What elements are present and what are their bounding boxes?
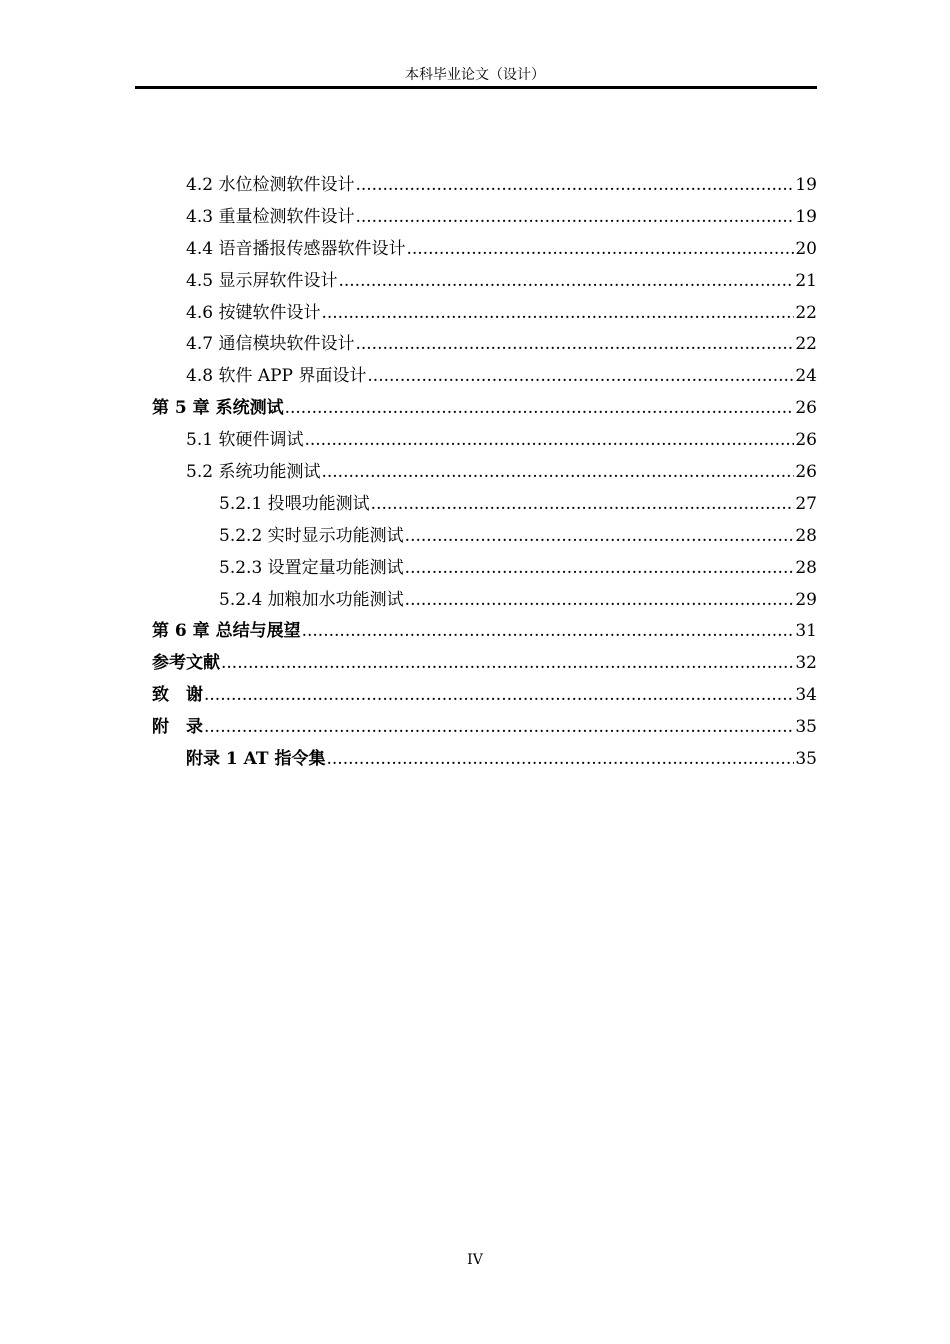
toc-entry-page: 29 <box>795 589 817 610</box>
toc-leader-dots <box>406 234 794 266</box>
page-header-title: 本科毕业论文（设计） <box>405 67 545 83</box>
toc-entry-label: 5.2.4 加粮加水功能测试 <box>219 589 404 610</box>
toc-entry[interactable] <box>152 521 817 553</box>
toc-leader-dots <box>304 425 794 457</box>
table-of-contents <box>152 170 817 776</box>
toc-entry[interactable] <box>152 457 817 489</box>
toc-entry-label: 4.3 重量检测软件设计 <box>186 206 355 227</box>
toc-entry-page: 21 <box>795 270 817 291</box>
toc-entry-page: 35 <box>795 749 817 770</box>
toc-entry-page: 20 <box>795 238 817 259</box>
toc-leader-dots <box>355 202 794 234</box>
toc-entry-page: 28 <box>795 525 817 546</box>
toc-entry-page: 34 <box>795 685 817 706</box>
toc-entry-label: 5.1 软硬件调试 <box>186 430 304 451</box>
toc-leader-dots <box>285 393 795 425</box>
toc-entry-label: 4.6 按键软件设计 <box>186 302 321 323</box>
toc-entry-page: 27 <box>795 493 817 514</box>
toc-entry[interactable] <box>152 648 817 680</box>
toc-leader-dots <box>367 361 794 393</box>
toc-entry-label: 5.2.2 实时显示功能测试 <box>219 525 404 546</box>
toc-entry[interactable] <box>152 489 817 521</box>
toc-entry[interactable] <box>152 553 817 585</box>
toc-entry[interactable] <box>152 361 817 393</box>
toc-leader-dots <box>355 329 794 361</box>
toc-entry-label: 5.2.3 设置定量功能测试 <box>219 557 404 578</box>
toc-entry-label: 4.2 水位检测软件设计 <box>186 175 355 195</box>
toc-entry-label: 5.2.1 投喂功能测试 <box>219 493 370 514</box>
toc-leader-dots <box>321 457 794 489</box>
toc-entry-page: 22 <box>795 302 817 323</box>
toc-leader-dots <box>405 521 795 553</box>
toc-entry-page: 22 <box>795 334 817 355</box>
toc-entry-label: 附录 1 AT 指令集 <box>186 749 326 770</box>
toc-entry[interactable] <box>152 170 817 202</box>
toc-entry[interactable] <box>152 616 817 648</box>
toc-leader-dots <box>204 712 794 744</box>
toc-leader-dots <box>204 680 794 712</box>
toc-leader-dots <box>371 489 795 521</box>
toc-entry-page: 35 <box>795 717 817 738</box>
toc-entry-label: 4.5 显示屏软件设计 <box>186 270 338 291</box>
toc-entry[interactable] <box>152 744 817 776</box>
toc-entry-page: 19 <box>795 175 817 195</box>
toc-entry-label: 第 5 章 系统测试 <box>152 398 284 419</box>
page-number: IV <box>467 1252 483 1268</box>
toc-entry-label: 致 谢 <box>152 685 203 706</box>
toc-entry-label: 4.8 软件 APP 界面设计 <box>186 366 367 387</box>
toc-entry-label: 5.2 系统功能测试 <box>186 462 321 483</box>
toc-leader-dots <box>221 648 794 680</box>
toc-leader-dots <box>355 170 794 202</box>
toc-entry[interactable] <box>152 329 817 361</box>
toc-entry[interactable] <box>152 712 817 744</box>
toc-entry[interactable] <box>152 585 817 617</box>
toc-entry-page: 28 <box>795 557 817 578</box>
toc-entry-label: 参考文献 <box>152 653 220 674</box>
toc-entry[interactable] <box>152 680 817 712</box>
toc-entry[interactable] <box>152 266 817 298</box>
toc-entry-page: 26 <box>795 430 817 451</box>
toc-leader-dots <box>405 585 795 617</box>
toc-leader-dots <box>405 553 795 585</box>
toc-entry-page: 19 <box>795 206 817 227</box>
header-rule <box>135 86 817 89</box>
toc-entry-page: 26 <box>795 398 817 419</box>
toc-leader-dots <box>327 744 795 776</box>
toc-entry-page: 31 <box>795 621 817 642</box>
toc-entry-page: 24 <box>795 366 817 387</box>
toc-entry-page: 32 <box>795 653 817 674</box>
toc-entry[interactable] <box>152 393 817 425</box>
toc-entry-label: 4.4 语音播报传感器软件设计 <box>186 238 406 259</box>
toc-entry-page: 26 <box>795 462 817 483</box>
toc-entry-label: 附 录 <box>152 717 203 738</box>
toc-leader-dots <box>302 616 795 648</box>
toc-entry[interactable] <box>152 202 817 234</box>
toc-leader-dots <box>338 266 794 298</box>
toc-leader-dots <box>321 298 794 330</box>
toc-entry-label: 4.7 通信模块软件设计 <box>186 334 355 355</box>
toc-entry[interactable] <box>152 425 817 457</box>
toc-entry[interactable] <box>152 234 817 266</box>
toc-entry-label: 第 6 章 总结与展望 <box>152 621 301 642</box>
toc-entry[interactable] <box>152 298 817 330</box>
